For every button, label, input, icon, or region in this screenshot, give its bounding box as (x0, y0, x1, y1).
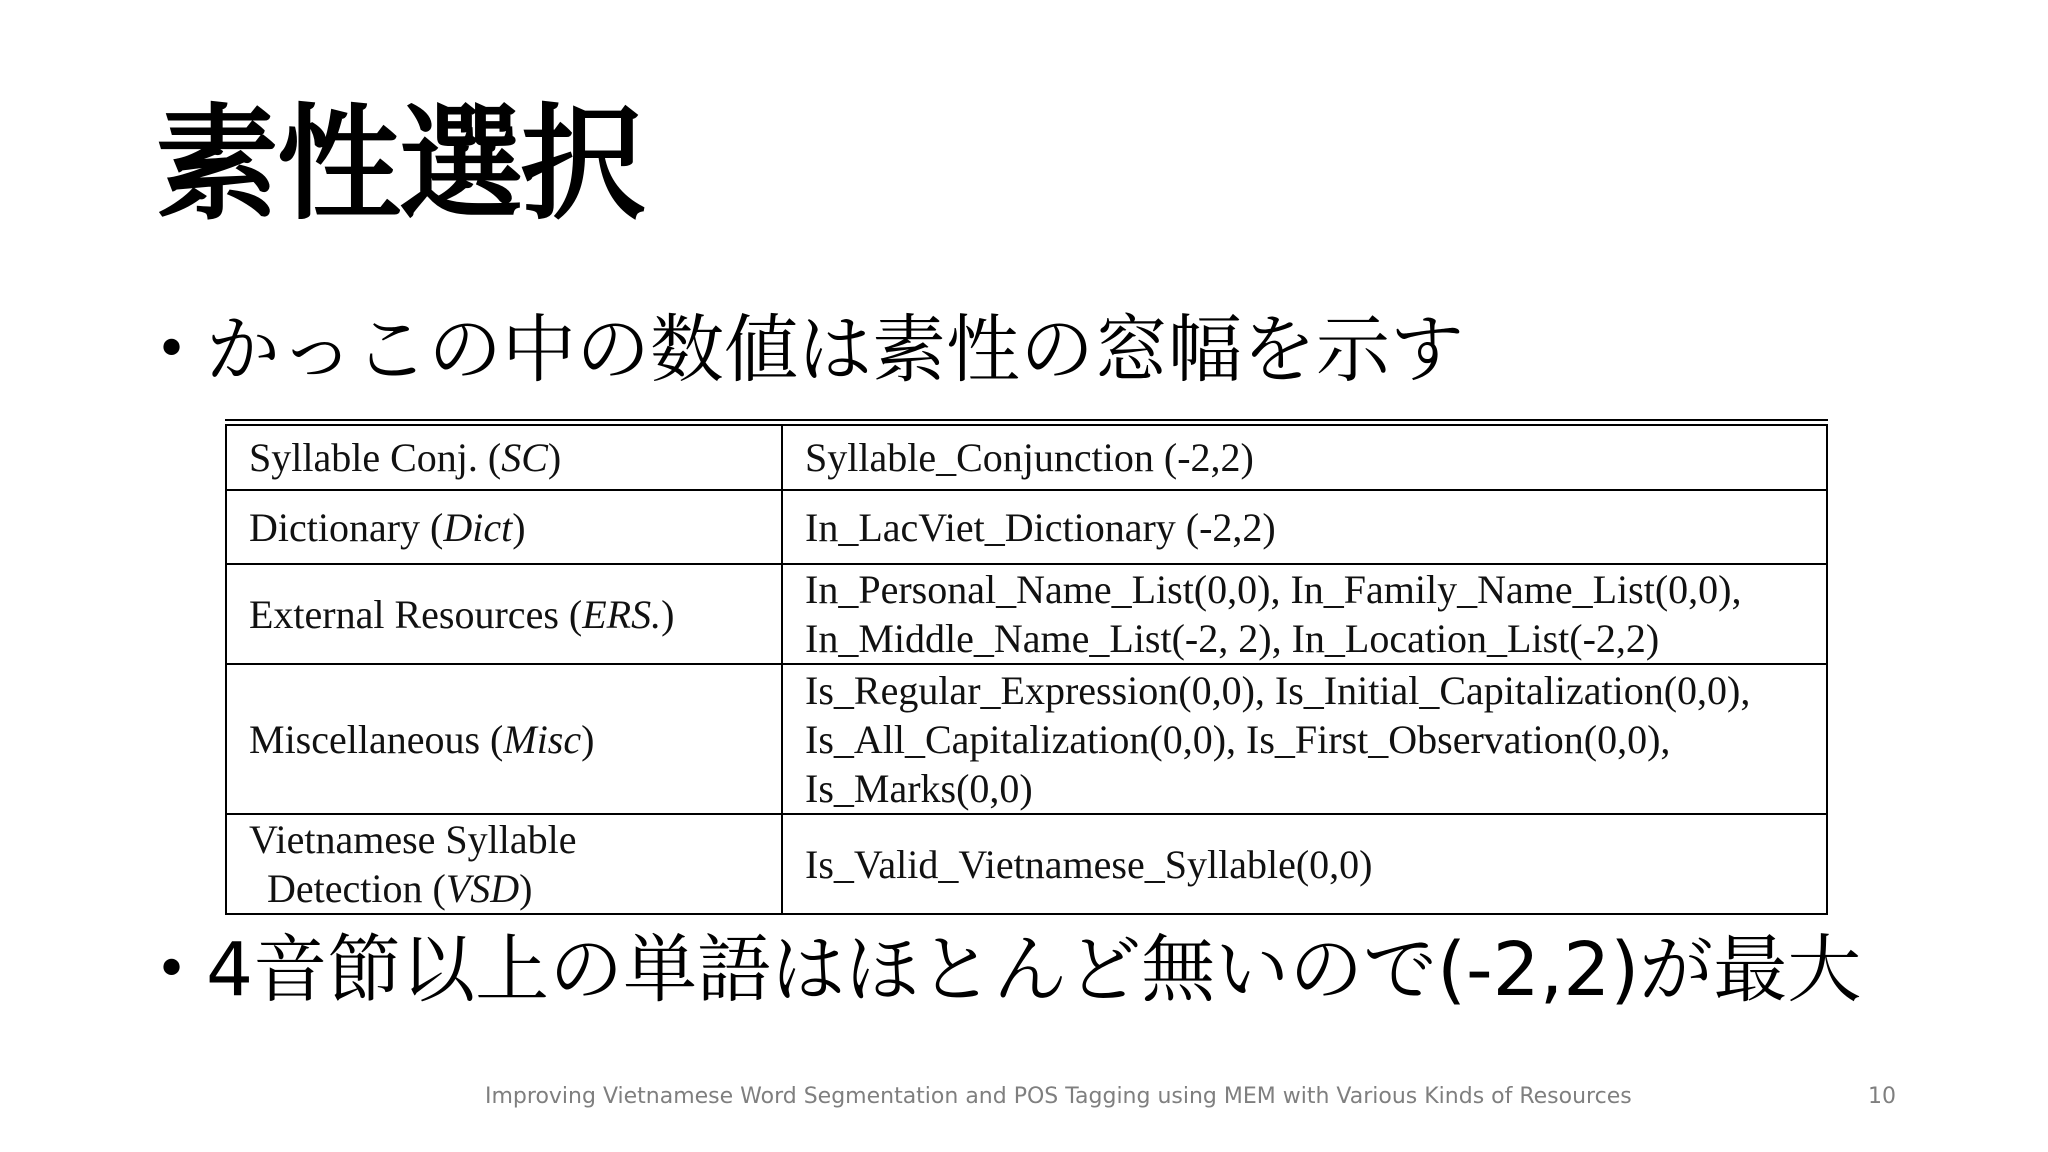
page-number: 10 (1868, 1084, 1896, 1109)
feature-table (225, 424, 1828, 915)
table-cell-category: Syllable Conj. (SC) (226, 425, 782, 490)
feature-table-container (225, 419, 1828, 915)
table-cell-category: Vietnamese Syllable Detection (VSD) (226, 814, 782, 914)
table-row (226, 564, 1827, 664)
table-row (226, 814, 1827, 914)
footer-caption: Improving Vietnamese Word Segmentation and POS Tagging using MEM with Various Kinds of Resources (485, 1084, 1632, 1109)
table-cell-category: Miscellaneous (Misc) (226, 664, 782, 814)
bullet-item (155, 305, 1464, 395)
bullet-item (155, 925, 1861, 1015)
table-row (226, 425, 1827, 490)
table-cell-features: Is_Regular_Expression(0,0), Is_Initial_Capitalization(0,0), Is_All_Capitalization(0,0), Is_First_Observation(0,0), Is_Marks(0,0) (782, 664, 1827, 814)
table-cell-features: Syllable_Conjunction (-2,2) (782, 425, 1827, 490)
bullet-marker: • (155, 937, 189, 1002)
table-row (226, 490, 1827, 564)
table-cell-category: Dictionary (Dict) (226, 490, 782, 564)
table-cell-features: Is_Valid_Vietnamese_Syllable(0,0) (782, 814, 1827, 914)
slide-title: 素性選択 (155, 93, 644, 237)
table-row (226, 664, 1827, 814)
table-cell-features: In_LacViet_Dictionary (-2,2) (782, 490, 1827, 564)
table-cell-features: In_Personal_Name_List(0,0), In_Family_Name_List(0,0), In_Middle_Name_List(-2, 2), In_Location_List(-2,2) (782, 564, 1827, 664)
bullet-marker: • (155, 317, 189, 382)
bullet-text: かっこの中の数値は素性の窓幅を示す (206, 307, 1465, 393)
table-cell-category: External Resources (ERS.) (226, 564, 782, 664)
bullet-text: 4音節以上の単語はほとんど無いので(-2,2)が最大 (206, 927, 1862, 1013)
